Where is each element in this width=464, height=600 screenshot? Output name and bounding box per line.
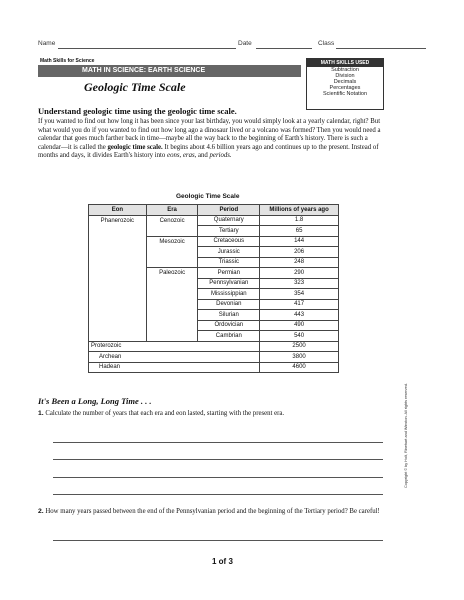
name-field[interactable] xyxy=(58,48,236,49)
period-cell: Pennsylvanian xyxy=(198,278,260,289)
era-cell xyxy=(146,299,198,310)
mya-cell: 2500 xyxy=(260,341,339,352)
class-label: Class xyxy=(318,40,335,47)
mya-cell: 206 xyxy=(260,247,339,258)
era-cell xyxy=(146,289,198,300)
table-row xyxy=(89,362,339,373)
period-cell: Permian xyxy=(198,268,260,279)
mya-cell: 1.8 xyxy=(260,215,339,226)
mya-cell: 323 xyxy=(260,278,339,289)
era-cell xyxy=(146,310,198,321)
eon-cell xyxy=(89,299,147,310)
table-title: Geologic Time Scale xyxy=(176,193,240,200)
intro-text: and xyxy=(196,152,210,160)
math-skills-box xyxy=(306,58,384,110)
intro-italic-term: eons, eras, xyxy=(167,152,197,160)
student-info-row xyxy=(38,40,428,52)
skill-item: Subtraction xyxy=(331,67,359,73)
era-cell xyxy=(146,257,198,268)
section-banner: MATH IN SCIENCE: EARTH SCIENCE xyxy=(38,65,301,77)
era-cell xyxy=(146,247,198,258)
skills-label: Math Skills for Science xyxy=(40,58,95,64)
table-row xyxy=(89,352,339,363)
eon-cell xyxy=(89,257,147,268)
period-cell: Triassic xyxy=(198,257,260,268)
eon-cell xyxy=(89,226,147,237)
table-header-row xyxy=(89,205,339,216)
mya-cell: 248 xyxy=(260,257,339,268)
skill-item: Decimals xyxy=(333,79,357,86)
table-row xyxy=(89,226,339,237)
table-row xyxy=(89,247,339,258)
answer-line[interactable] xyxy=(53,459,383,460)
table-row xyxy=(89,236,339,247)
question-text: How many years passed between the end of the Pennsylvanian period and the beginning of the Tertiary period? Be careful! xyxy=(45,508,380,515)
answer-line[interactable] xyxy=(53,442,383,443)
mya-cell: 417 xyxy=(260,299,339,310)
intro-italic-term: periods. xyxy=(209,152,232,160)
page-number: 1 of 3 xyxy=(212,557,233,566)
table-row xyxy=(89,341,339,352)
section-title: It's Been a Long, Long Time . . . xyxy=(38,396,152,406)
header-mya: Millions of years ago xyxy=(260,205,339,216)
eon-cell xyxy=(89,331,147,342)
question-2 xyxy=(38,508,388,517)
mya-cell: 490 xyxy=(260,320,339,331)
mya-cell: 443 xyxy=(260,310,339,321)
date-field[interactable] xyxy=(256,48,312,49)
table-row xyxy=(89,257,339,268)
mya-cell: 144 xyxy=(260,236,339,247)
table-row xyxy=(89,299,339,310)
table-row xyxy=(89,268,339,279)
table-row xyxy=(89,310,339,321)
eon-cell xyxy=(89,310,147,321)
answer-line[interactable] xyxy=(53,494,383,495)
question-1 xyxy=(38,410,388,419)
skill-item: Division xyxy=(335,73,355,80)
period-cell: Jurassic xyxy=(198,247,260,258)
period-cell: Cretaceous xyxy=(198,236,260,247)
question-number: 1. xyxy=(38,410,44,417)
eon-cell xyxy=(89,289,147,300)
page-title: Geologic Time Scale xyxy=(84,80,186,94)
intro-bold-term: geologic time scale. xyxy=(107,143,163,151)
table-row xyxy=(89,289,339,300)
math-skills-header: MATH SKILLS USED xyxy=(307,59,383,67)
table-row xyxy=(89,331,339,342)
page-subtitle: Understand geologic time using the geologic time scale. xyxy=(38,106,237,116)
skill-item: Percentages xyxy=(329,85,361,92)
intro-text: It begins about 4.6 billion years ago and continues up to the present. Instead of months and days, it divides Earth's history into xyxy=(38,143,379,160)
eon-cell xyxy=(89,278,147,289)
era-cell: Paleozoic xyxy=(146,268,198,279)
eon-cell xyxy=(89,236,147,247)
geologic-time-table xyxy=(88,204,339,373)
header-period: Period xyxy=(198,205,260,216)
intro-text: If you wanted to find out how long it has been since your last birthday, you would simply look at a yearly calendar, right? But what would you do if you wanted to find out how long ago a dinosaur lived or a volcano was formed? Then you would need a calendar that goes much farther back in time—maybe all the way back to the beginning of Earth's history. There is such a calendar—it is called the xyxy=(38,118,381,151)
period-cell: Silurian xyxy=(198,310,260,321)
question-number: 2. xyxy=(38,508,44,515)
skill-item: Scientific Notation xyxy=(322,91,368,98)
period-cell: Devonian xyxy=(198,299,260,310)
period-cell: Ordovician xyxy=(198,320,260,331)
header-eon: Eon xyxy=(89,205,147,216)
era-cell xyxy=(146,320,198,331)
table-row xyxy=(89,320,339,331)
period-cell: Mississippian xyxy=(198,289,260,300)
mya-cell: 4600 xyxy=(260,362,339,373)
name-label: Name xyxy=(38,40,56,47)
eon-cell xyxy=(89,268,147,279)
eon-cell: Archean xyxy=(89,352,260,363)
mya-cell: 290 xyxy=(260,268,339,279)
mya-cell: 540 xyxy=(260,331,339,342)
mya-cell: 65 xyxy=(260,226,339,237)
eon-cell xyxy=(89,247,147,258)
class-field[interactable] xyxy=(336,48,426,49)
answer-line[interactable] xyxy=(53,477,383,478)
era-cell: Mesozoic xyxy=(146,236,198,247)
answer-line[interactable] xyxy=(53,540,383,541)
date-label: Date xyxy=(238,40,252,47)
eon-cell xyxy=(89,320,147,331)
period-cell: Tertiary xyxy=(198,226,260,237)
eon-cell: Hadean xyxy=(89,362,260,373)
question-text: Calculate the number of years that each era and eon lasted, starting with the present era. xyxy=(45,410,285,417)
period-cell: Cambrian xyxy=(198,331,260,342)
copyright-notice: Copyright © by Holt, Rinehart and Winston. All rights reserved. xyxy=(404,383,408,488)
mya-cell: 3800 xyxy=(260,352,339,363)
table-row xyxy=(89,215,339,226)
table-row xyxy=(89,278,339,289)
era-cell xyxy=(146,226,198,237)
era-cell xyxy=(146,331,198,342)
intro-paragraph xyxy=(38,118,388,161)
era-cell: Cenozoic xyxy=(146,215,198,226)
mya-cell: 354 xyxy=(260,289,339,300)
header-era: Era xyxy=(146,205,198,216)
era-cell xyxy=(146,278,198,289)
period-cell: Quaternary xyxy=(198,215,260,226)
eon-cell: Proterozoic xyxy=(89,341,260,352)
eon-cell: Phanerozoic xyxy=(89,215,147,226)
